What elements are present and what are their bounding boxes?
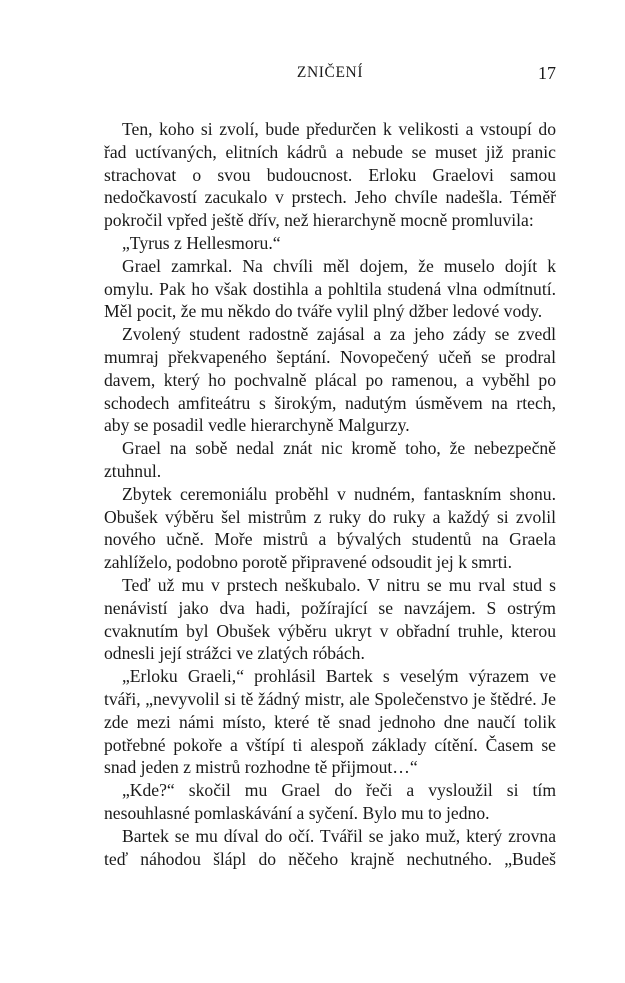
- paragraph: „Kde?“ skočil mu Grael do řeči a vysloužil si tím nesouhlasné pomlaskávání a syčení. Bylo mu to jedno.: [104, 780, 556, 823]
- paragraph: Grael zamrkal. Na chvíli měl dojem, že muselo dojít k omylu. Pak ho však dostihla a pohltila studená vlna odmítnutí. Měl pocit, že mu někdo do tváře vylil plný džber ledové vody.: [104, 255, 556, 322]
- page-number: 17: [538, 63, 556, 83]
- paragraph: Zvolený student radostně zajásal a za jeho zády se zvedl mumraj překvapeného šeptání. Novopečený učeň se prodral davem, který ho pochvalně plácal po ramenou, a vyběhl po schodech amfiteátru s širokým, nadutým úsměvem na rtech, aby se posadil vedle hierarchyně Malgurzy.: [104, 324, 556, 436]
- running-title: ZNIČENÍ: [296, 64, 364, 81]
- paragraph: Grael na sobě nedal znát nic kromě toho, že nebezpečně ztuhnul.: [104, 438, 556, 481]
- paragraph: Bartek se mu díval do očí. Tvářil se jako muž, který zrovna teď náhodou šlápl do něčeho krajně nechutného. „Budeš: [104, 825, 556, 869]
- paragraph: Zbytek ceremoniálu proběhl v nudném, fantaskním shonu. Obušek výběru šel mistrům z ruky do ruky a každý si zvolil nového učně. Moře mistrů a bývalých studentů na Graela zahlíželo, podobno porotě připravené odsoudit jej k smrti.: [104, 483, 556, 573]
- paragraph: „Tyrus z Hellesmoru.“: [122, 232, 281, 253]
- body-text: [104, 118, 556, 870]
- paragraph: „Erloku Graeli,“ prohlásil Bartek s veselým výrazem ve tváři, „nevyvolil si tě žádný mistr, ale Společenstvo je štědré. Je zde mezi námi místo, které tě snad jednoho dne naučí tolik potřebné pokoře a vštípí ti alespoň základy cítění. Časem se snad jeden z mistrů rozhodne tě přijmout…“: [104, 666, 556, 778]
- paragraph: Ten, koho si zvolí, bude předurčen k velikosti a vstoupí do řad uctívaných, elitních kádrů a nebude se muset již pranic strachovat o svou budoucnost. Erloku Graelovi samou nedočkavostí zacukalo v prstech. Jeho chvíle nadešla. Téměř pokročil vpřed ještě dřív, než hierarchyně mocně promluvila:: [104, 119, 556, 231]
- running-header: [104, 64, 556, 86]
- paragraph: Teď už mu v prstech neškubalo. V nitru se mu rval stud s nenávistí jako dva hadi, požírající se navzájem. S ostrým cvaknutím byl Obušek výběru ukryt v obřadní truhle, kterou odnesli její strážci ve zlatých róbách.: [104, 574, 556, 664]
